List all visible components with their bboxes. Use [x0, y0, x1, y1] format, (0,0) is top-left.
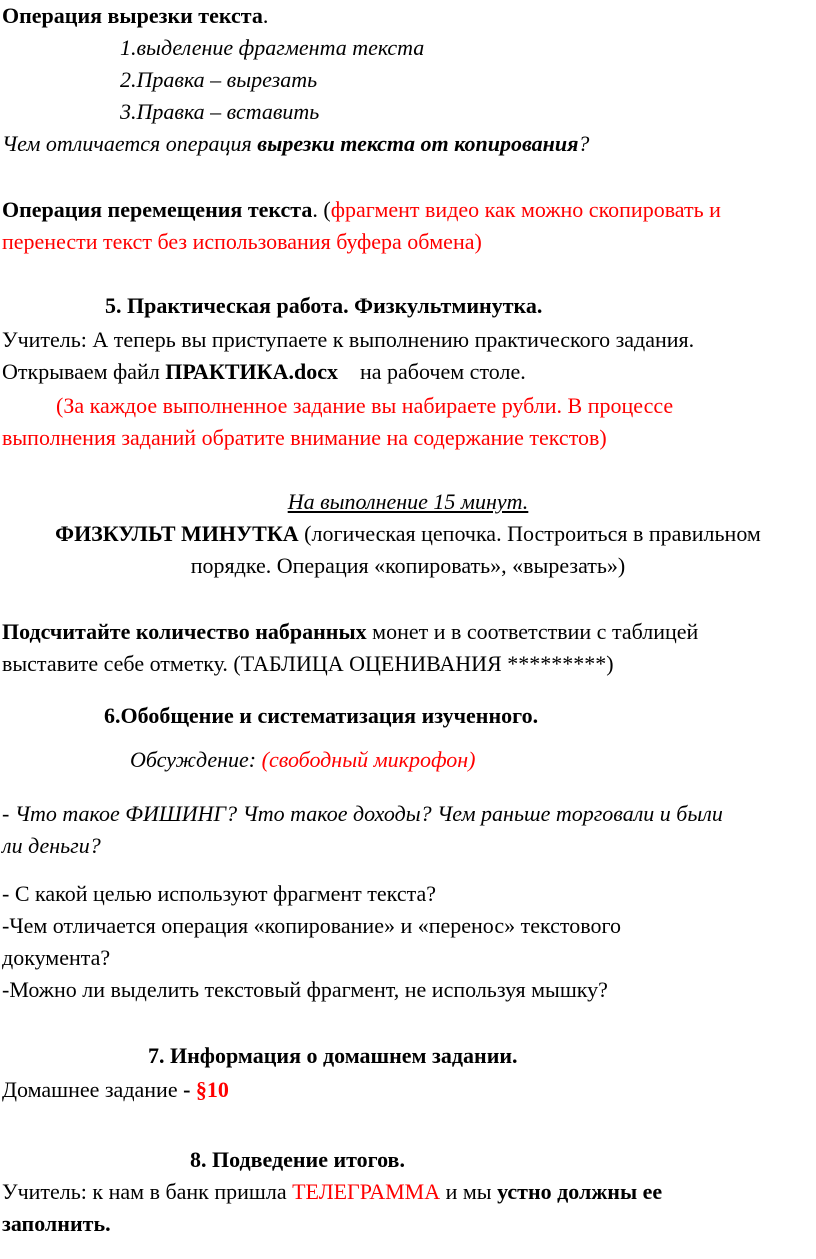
summary-mid: и мы — [440, 1179, 498, 1204]
cut-vs-copy-question — [2, 130, 589, 158]
section-6-heading: 6.Обобщение и систематизация изученного. — [104, 703, 539, 728]
exercise-line-1 — [0, 520, 816, 548]
discussion-note: (свободный микрофон) — [261, 747, 476, 772]
cut-operation-title-dot: . — [262, 3, 269, 28]
question-4: -Можно ли выделить текстовый фрагмент, не используя мышку? — [2, 977, 608, 1002]
homework-label: Домашнее задание — [2, 1077, 184, 1102]
homework-dash: - — [183, 1077, 196, 1102]
section-8-heading: 8. Подведение итогов. — [190, 1147, 405, 1172]
cut-step-3: 3.Правка – вставить — [120, 99, 320, 124]
question-1-dash: - — [2, 801, 15, 826]
cut-step-1: 1.выделение фрагмента текста — [120, 35, 425, 60]
move-video-note-2: перенести текст без использования буфера обмена) — [2, 229, 482, 254]
summary-line-1 — [2, 1178, 662, 1206]
question-1-line-1 — [2, 800, 723, 828]
homework-line — [2, 1076, 229, 1104]
count-coins-bold: Подсчитайте количество набранных — [2, 619, 367, 644]
time-note: На выполнение 15 минут. — [287, 489, 529, 514]
question-3-line-1: -Чем отличается операция «копирование» и «перенос» текстового — [2, 913, 621, 938]
cut-operation-title: Операция вырезки текста — [2, 3, 263, 28]
open-file-suffix: на рабочем столе. — [338, 359, 526, 384]
question-1-line-2: ли деньги? — [2, 833, 101, 858]
count-coins-line-1 — [2, 618, 698, 646]
question-3-line-2: документа? — [2, 945, 111, 970]
rubles-note-1: (За каждое выполненное задание вы набираете рубли. В процессе — [56, 393, 674, 418]
summary-line-2: заполнить. — [2, 1211, 111, 1236]
move-video-note-1: фрагмент видео как можно скопировать и — [330, 197, 721, 222]
summary-prefix: Учитель: к нам в банк пришла — [2, 1179, 293, 1204]
discussion-label: Обсуждение: — [130, 747, 262, 772]
exercise-title: ФИЗКУЛЬТ МИНУТКА — [55, 521, 299, 546]
section-5-heading: 5. Практическая работа. Физкультминутка. — [105, 293, 543, 318]
question-prefix: Чем отличается операция — [2, 131, 258, 156]
move-operation-title: Операция перемещения текста — [2, 197, 313, 222]
exercise-desc-1: (логическая цепочка. Построиться в правильном — [298, 521, 761, 546]
count-coins-rest: монет и в соответствии с таблицей — [366, 619, 699, 644]
move-operation-line — [2, 196, 721, 224]
discussion-line — [130, 746, 476, 774]
practice-file-name: ПРАКТИКА.docx — [165, 359, 338, 384]
homework-paragraph: §10 — [195, 1077, 229, 1102]
telegram-word: ТЕЛЕГРАММА — [292, 1179, 441, 1204]
question-2: - С какой целью используют фрагмент текста? — [2, 881, 436, 906]
question-1-text: Что такое ФИШИНГ? Что такое доходы? Чем раньше торговали и были — [14, 801, 723, 826]
teacher-practice-line: Учитель: А теперь вы приступаете к выполнению практического задания. — [2, 327, 695, 352]
move-operation-sep: . ( — [312, 197, 331, 222]
rubles-note-2: выполнения заданий обратите внимание на содержание текстов) — [2, 425, 607, 450]
cut-operation-title-line — [2, 2, 268, 30]
cut-step-2: 2.Правка – вырезать — [120, 67, 318, 92]
count-coins-line-2: выставите себе отметку. (ТАБЛИЦА ОЦЕНИВАНИЯ *********) — [2, 651, 614, 676]
question-bold: вырезки текста от копирования — [257, 131, 579, 156]
section-7-heading: 7. Информация о домашнем задании. — [148, 1043, 518, 1068]
open-file-prefix: Открываем файл — [2, 359, 166, 384]
open-file-line — [2, 358, 526, 386]
summary-bold-1: устно должны ее — [497, 1179, 663, 1204]
question-end: ? — [578, 131, 590, 156]
exercise-desc-2: порядке. Операция «копировать», «вырезать») — [190, 553, 626, 578]
